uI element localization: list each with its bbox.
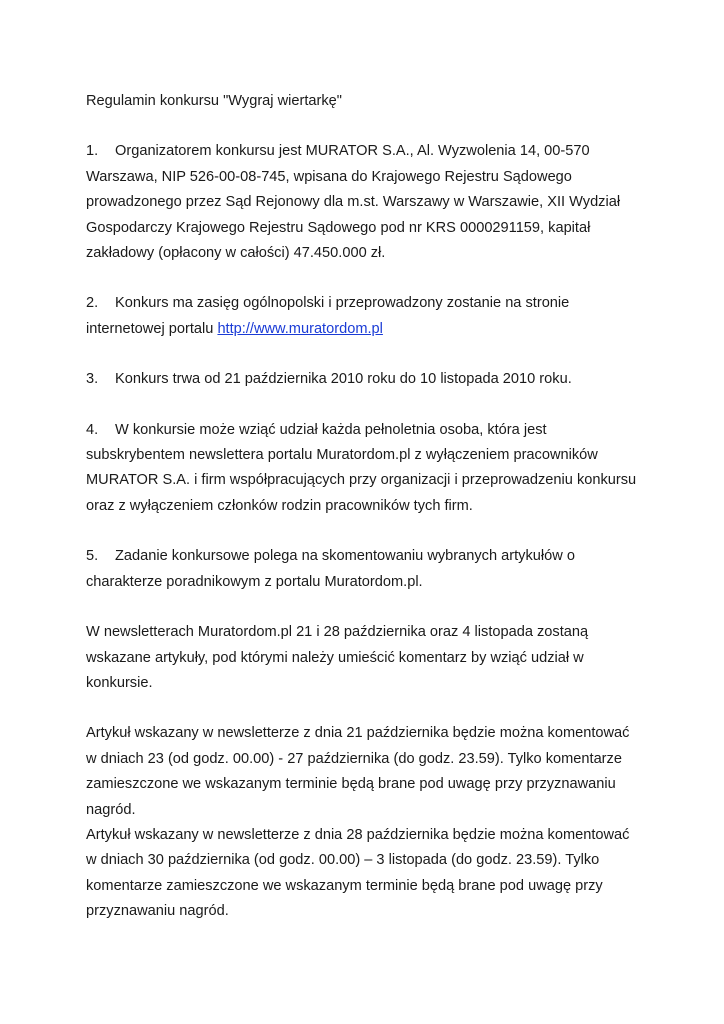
paragraph-line: zamieszczone we wskazanym terminie będą brane pod uwagę przy przyznawaniu [86, 776, 616, 793]
rule-item-line: 3. Konkurs trwa od 21 października 2010 roku do 10 listopada 2010 roku. [86, 367, 666, 392]
rule-item-line: 5. Zadanie konkursowe polega na skomentowaniu wybranych artykułów o [86, 544, 666, 569]
document-title: Regulamin konkursu "Wygraj wiertarkę" [86, 93, 342, 109]
rule-item-line: MURATOR S.A. i firm współpracujących przy organizacji i przeprowadzeniu konkursu [86, 472, 637, 489]
rule-item-line: internetowej portalu http://www.muratordom.pl [86, 320, 383, 337]
rule-item-1 [86, 139, 666, 266]
document-page [86, 89, 666, 925]
paragraph-line: Artykuł wskazany w newsletterze z dnia 21 października będzie można komentować [86, 725, 630, 742]
rule-item-line: prowadzonego przez Sąd Rejonowy dla m.st. Warszawy w Warszawie, XII Wydział [86, 194, 621, 211]
paragraph-line: w dniach 23 (od godz. 00.00) - 27 października (do godz. 23.59). Tylko komentarze [86, 750, 622, 767]
paragraph-line: konkursie. [86, 674, 153, 691]
rule-number: 3. [86, 371, 99, 388]
rule-item-line: 2. Konkurs ma zasięg ogólnopolski i przeprowadzony zostanie na stronie [86, 291, 666, 316]
rule-number: 1. [86, 143, 99, 160]
rule-item-4 [86, 418, 666, 520]
article-21-paragraph [86, 721, 666, 823]
paragraph-line: wskazane artykuły, pod którymi należy umieścić komentarz by wziąć udział w [86, 649, 584, 666]
rule-item-line: Warszawa, NIP 526-00-08-745, wpisana do Krajowego Rejestru Sądowego [86, 168, 572, 185]
paragraph-line: Artykuł wskazany w newsletterze z dnia 28 października będzie można komentować [86, 826, 630, 843]
rule-number: 5. [86, 548, 99, 565]
rule-item-line: zakładowy (opłacony w całości) 47.450.000 zł. [86, 245, 386, 262]
article-28-paragraph [86, 823, 666, 925]
newsletter-paragraph [86, 620, 666, 696]
rule-item-line: subskrybentem newslettera portalu Muratordom.pl z wyłączeniem pracowników [86, 447, 598, 464]
paragraph-line: nagród. [86, 801, 136, 818]
rule-item-line: charakterze poradnikowym z portalu Muratordom.pl. [86, 573, 423, 590]
paragraph-line: komentarze zamieszczone we wskazanym terminie będą brane pod uwagę przy [86, 877, 603, 894]
rule-item-2 [86, 291, 666, 342]
rule-item-line: 4. W konkursie może wziąć udział każda pełnoletnia osoba, która jest [86, 418, 666, 443]
rule-item-line: oraz z wyłączeniem członków rodzin pracowników tych firm. [86, 497, 473, 514]
rule-item-3 [86, 367, 666, 392]
rule-number: 2. [86, 295, 99, 312]
paragraph-line: w dniach 30 października (od godz. 00.00) – 3 listopada (do godz. 23.59). Tylko [86, 852, 600, 869]
portal-link[interactable]: http://www.muratordom.pl [217, 320, 383, 337]
rule-item-5 [86, 544, 666, 595]
paragraph-line: przyznawaniu nagród. [86, 903, 229, 920]
rule-item-line: 1. Organizatorem konkursu jest MURATOR S.A., Al. Wyzwolenia 14, 00-570 [86, 139, 666, 164]
rule-item-line: Gospodarczy Krajowego Rejestru Sądowego pod nr KRS 0000291159, kapitał [86, 219, 591, 236]
paragraph-line: W newsletterach Muratordom.pl 21 i 28 października oraz 4 listopada zostaną [86, 624, 589, 641]
rule-number: 4. [86, 421, 99, 438]
